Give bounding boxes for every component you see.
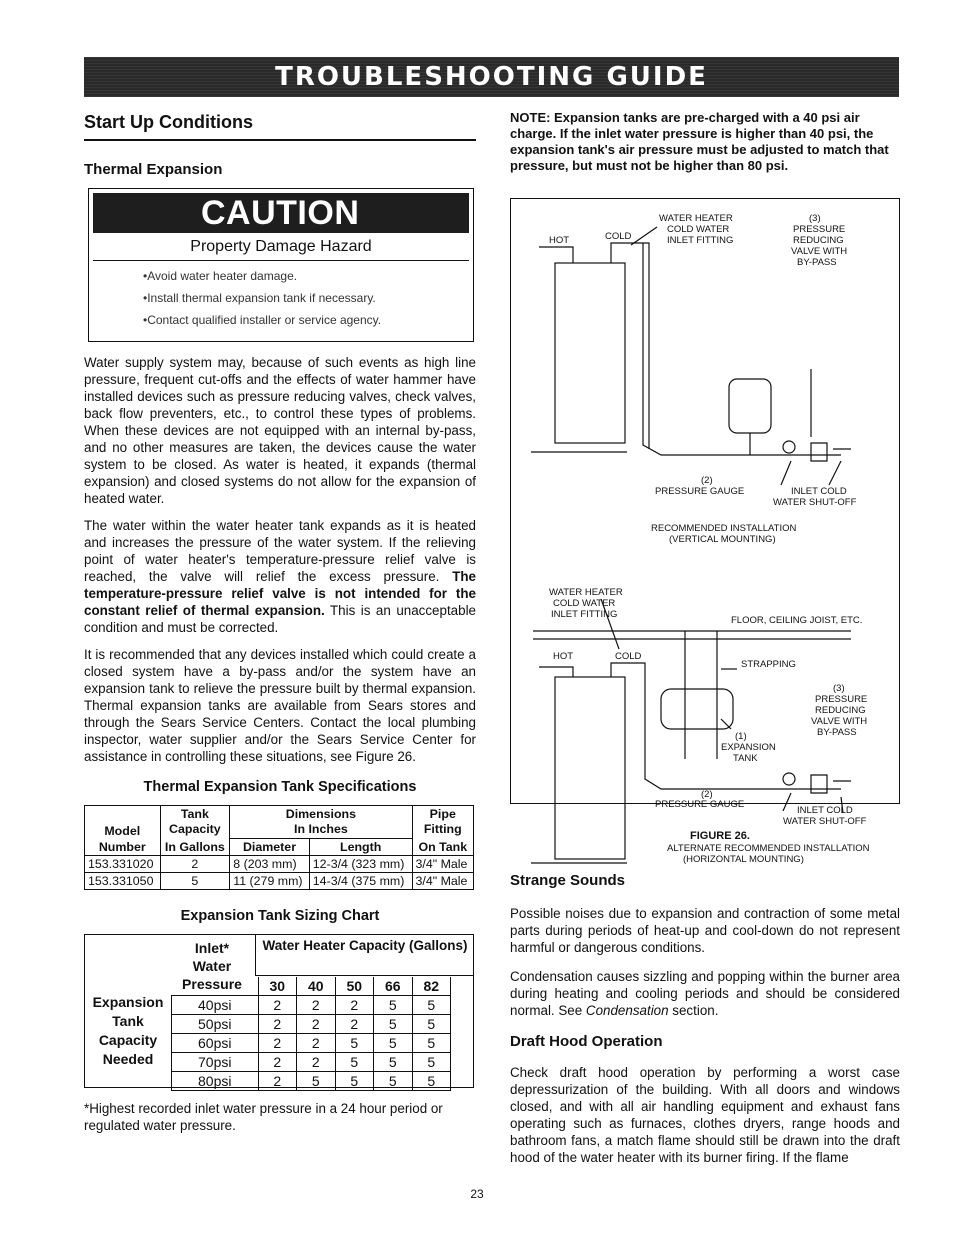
caution-header	[93, 193, 469, 233]
header-line: Capacity	[169, 822, 221, 837]
table-cell: 2	[297, 1034, 336, 1053]
water-heater-tank	[555, 263, 625, 443]
prv-label-2: PRESSURE	[793, 224, 846, 235]
paragraph	[510, 968, 900, 1019]
page-number: 23	[470, 1187, 484, 1201]
draft-hood-title: Draft Hood Operation	[510, 1033, 663, 1050]
capacity-header: Water Heater Capacity (Gallons)	[255, 935, 474, 976]
table-cell: 5	[374, 1072, 413, 1091]
top-caption-1: RECOMMENDED INSTALLATION	[651, 523, 797, 534]
gauge-label-1: (2)	[701, 789, 713, 800]
table-row	[172, 1034, 451, 1053]
header-line: Pipe	[429, 807, 456, 822]
table-header: Model	[85, 806, 161, 839]
table-cell: 14-3/4 (375 mm)	[309, 873, 412, 890]
table-cell: 5	[374, 996, 413, 1015]
sizing-table-title: Expansion Tank Sizing Chart	[180, 908, 380, 924]
table-cell: 40psi	[172, 996, 259, 1015]
table-cell: 2	[160, 856, 230, 873]
gauge-label-1: (2)	[701, 475, 713, 486]
caution-list	[93, 265, 469, 331]
table-cell: 70psi	[172, 1053, 259, 1072]
header-line: Dimensions	[285, 807, 356, 821]
prv-label-5: BY-PASS	[797, 257, 837, 268]
table-cell: 11 (279 mm)	[230, 873, 310, 890]
table-cell: 2	[258, 1015, 297, 1034]
section-title: Start Up Conditions	[84, 112, 476, 141]
header-line: Water	[192, 958, 232, 974]
inlet-label-2: COLD WATER	[553, 598, 616, 609]
table-cell: 5	[374, 1015, 413, 1034]
bold-text: The temperature-pressure relief valve is not intended for the constant relief of thermal expansion.	[84, 569, 476, 618]
table-header	[412, 806, 473, 839]
text: Condensation causes sizzling and popping within the burner area during heating and cooling periods and should be considered normal. See	[510, 969, 900, 1018]
table-header	[160, 806, 230, 839]
table-header: 66	[374, 977, 413, 996]
table-cell: 3/4" Male	[412, 856, 473, 873]
header-line: Pressure	[182, 976, 242, 992]
gauge-label-2: PRESSURE GAUGE	[655, 799, 745, 810]
paragraph: It is recommended that any devices installed which could create a closed system have a by-pass and/or the system have an expansion tank to relieve the pressure built by thermal expansion. Thermal expansion tanks are available from Sears stores and through the Sears Service Centers. Contact the local plumbing inspector, water supplier and/or the Sears Service Center for assistance in controlling these situations, see Figure 26.	[84, 647, 476, 764]
table-row	[172, 977, 451, 996]
prv-label-3: REDUCING	[793, 235, 844, 246]
right-column	[510, 110, 900, 1166]
table-cell: 5	[297, 1072, 336, 1091]
table-cell: 5	[412, 996, 451, 1015]
header-line: In Inches	[294, 822, 348, 836]
text: The water within the water heater tank expands as it is heated and increases the pressure of the water system. If the relieving point of water heater's temperature-pressure relief valve is reached, the valve will relief the excess pressure.	[84, 518, 476, 584]
table-header: 40	[297, 977, 336, 996]
reducing-valve	[811, 443, 827, 461]
table-cell: 5	[335, 1053, 374, 1072]
table-cell: 2	[258, 1034, 297, 1053]
top-caption-2: (VERTICAL MOUNTING)	[669, 534, 776, 545]
table-row	[172, 1072, 451, 1091]
footnote: *Highest recorded inlet water pressure in a 24 hour period or regulated water pressure.	[84, 1101, 443, 1133]
table-cell: 5	[374, 1034, 413, 1053]
reducing-valve	[811, 775, 827, 793]
inlet-label-1: WATER HEATER	[659, 213, 733, 224]
table-header: Diameter	[230, 839, 310, 856]
sizing-chart	[84, 934, 474, 1088]
table-cell: 153.331050	[85, 873, 161, 890]
cold-label: COLD	[605, 231, 632, 242]
table-header: Length	[309, 839, 412, 856]
prv-label-4: VALVE WITH	[791, 246, 848, 257]
table-cell: 5	[412, 1034, 451, 1053]
caution-box	[88, 188, 474, 342]
table-row	[172, 1015, 451, 1034]
header-line: Fitting	[423, 822, 462, 837]
strange-sounds-title: Strange Sounds	[510, 872, 626, 889]
table-header: 50	[335, 977, 374, 996]
table-cell: 60psi	[172, 1034, 259, 1053]
table-header: 30	[258, 977, 297, 996]
prv-label-4: VALVE WITH	[811, 716, 868, 727]
table-cell: 5	[412, 1053, 451, 1072]
water-heater-tank	[555, 677, 625, 859]
table-cell: 3/4" Male	[412, 873, 473, 890]
table-cell: 5	[335, 1034, 374, 1053]
text: This is an unacceptable condition and must be corrected.	[84, 603, 476, 635]
table-cell: 2	[335, 1015, 374, 1034]
shutoff-label-2: WATER SHUT-OFF	[783, 816, 867, 827]
inlet-label-3: INLET FITTING	[667, 235, 734, 246]
sizing-side-label	[91, 993, 165, 1069]
table-cell: 2	[297, 1053, 336, 1072]
text: section.	[668, 1003, 719, 1018]
header-line: Inlet*	[194, 940, 230, 956]
note: NOTE: Expansion tanks are pre-charged with a 40 psi air charge. If the inlet water pressure is higher than 40 psi, the expansion tank's air pressure must be adjusted to match that pressure, but must not be higher than 80 psi.	[510, 110, 889, 173]
side-line: Expansion	[92, 994, 164, 1010]
table-header: On Tank	[412, 839, 473, 856]
hot-label: HOT	[549, 235, 570, 246]
table-cell: 2	[258, 1053, 297, 1072]
paragraph: Check draft hood operation by performing a worst case depressurization of the building. With all doors and windows closed, and with all air handling equipment and exhaust fans operating such as furnaces, clothes dryers, range hoods and bathroom fans, a match flame should still be drawn into the draft hood of the water heater with its burner firing. If the flame	[510, 1065, 900, 1165]
table-cell	[172, 977, 259, 996]
tank-label-1: (1)	[735, 731, 747, 742]
prv-label-1: (3)	[833, 683, 845, 694]
spec-table-title: Thermal Expansion Tank Specifications	[143, 779, 417, 795]
italic-text: Condensation	[585, 1003, 669, 1018]
expansion-tank	[729, 379, 771, 433]
hot-label: HOT	[553, 651, 574, 662]
table-cell: 12-3/4 (323 mm)	[309, 856, 412, 873]
inlet-label-3: INLET FITTING	[551, 609, 618, 620]
table-cell: 2	[335, 996, 374, 1015]
inlet-label-1: WATER HEATER	[549, 587, 623, 598]
subsection-title: Thermal Expansion	[84, 161, 223, 178]
shutoff-label-2: WATER SHUT-OFF	[773, 497, 857, 508]
table-cell: 5	[412, 1015, 451, 1034]
table-row	[85, 873, 474, 890]
pointer-gauge	[781, 461, 791, 485]
tank-label-3: TANK	[733, 753, 758, 764]
side-line: Capacity	[98, 1032, 158, 1048]
paragraph	[84, 517, 476, 636]
caution-item: • Avoid water heater damage.	[143, 265, 469, 287]
table-row	[172, 996, 451, 1015]
bottom-caption-2: (HORIZONTAL MOUNTING)	[683, 854, 804, 865]
caution-item: • Install thermal expansion tank if necessary.	[143, 287, 469, 309]
table-cell: 153.331020	[85, 856, 161, 873]
left-column	[84, 110, 476, 1134]
side-line: Needed	[102, 1051, 154, 1067]
table-cell: 5	[160, 873, 230, 890]
side-line: Tank	[112, 1013, 144, 1029]
hot-pipe	[539, 667, 573, 677]
prv-label-3: REDUCING	[815, 705, 866, 716]
gauge-label-2: PRESSURE GAUGE	[655, 486, 745, 497]
paragraph: Possible noises due to expansion and contraction of some metal parts during periods of heat-up and cool-down do not represent harmful or dangerous conditions.	[510, 906, 900, 955]
page-title: TROUBLESHOOTING GUIDE	[275, 62, 708, 92]
table-row	[85, 856, 474, 873]
paragraph: Water supply system may, because of such events as high line pressure, frequent cut-offs and the effects of water hammer have installed devices such as pressure reducing valves, check valves, back flow preventers, etc., to control these types of problems. When these devices are not equipped with an internal by-pass, and no other measures are taken, the devices cause the water system to be closed. As water is heated, it expands (thermal expansion) and closed systems do not allow for the expansion of heated water.	[84, 355, 476, 506]
table-cell: 50psi	[172, 1015, 259, 1034]
spec-table	[84, 805, 474, 890]
table-header: In Gallons	[160, 839, 230, 856]
pointer-tank	[721, 719, 731, 729]
table-cell: 5	[412, 1072, 451, 1091]
table-cell: 2	[297, 1015, 336, 1034]
caution-item: • Contact qualified installer or service agency.	[143, 309, 469, 331]
caution-heading: CAUTION	[201, 193, 360, 232]
table-row	[172, 1053, 451, 1072]
pressure-gauge	[783, 441, 795, 453]
prv-label-2: PRESSURE	[815, 694, 868, 705]
table-header	[230, 806, 412, 839]
pressure-gauge	[783, 773, 795, 785]
table-cell: 2	[258, 996, 297, 1015]
shutoff-label-1: INLET COLD	[797, 805, 853, 816]
table-header: Number	[85, 839, 161, 856]
sizing-table	[171, 977, 451, 1091]
cold-inlet-pipe	[611, 663, 841, 789]
figure-caption: FIGURE 26.	[690, 830, 750, 842]
prv-label-5: BY-PASS	[817, 727, 857, 738]
table-cell: 5	[374, 1053, 413, 1072]
table-cell: 2	[258, 1072, 297, 1091]
table-header: 82	[412, 977, 451, 996]
title-banner	[84, 57, 899, 97]
expansion-tank	[661, 689, 733, 729]
floor-label: FLOOR, CEILING JOIST, ETC.	[731, 615, 863, 626]
bottom-caption-1: ALTERNATE RECOMMENDED INSTALLATION	[667, 843, 870, 854]
table-cell: 8 (203 mm)	[230, 856, 310, 873]
pointer-inlet	[631, 227, 657, 245]
shutoff-label-1: INLET COLD	[791, 486, 847, 497]
pointer-shutoff	[829, 461, 841, 485]
cold-label: COLD	[615, 651, 642, 662]
strapping-label: STRAPPING	[741, 659, 796, 670]
inlet-label-2: COLD WATER	[667, 224, 730, 235]
table-cell: 5	[335, 1072, 374, 1091]
pointer-gauge	[783, 793, 791, 811]
hot-pipe	[539, 247, 573, 263]
table-cell: 2	[297, 996, 336, 1015]
table-cell: 80psi	[172, 1072, 259, 1091]
prv-label-1: (3)	[809, 213, 821, 224]
header-line: Tank	[180, 807, 209, 822]
tank-label-2: EXPANSION	[721, 742, 776, 753]
caution-subheading: Property Damage Hazard	[93, 233, 469, 261]
